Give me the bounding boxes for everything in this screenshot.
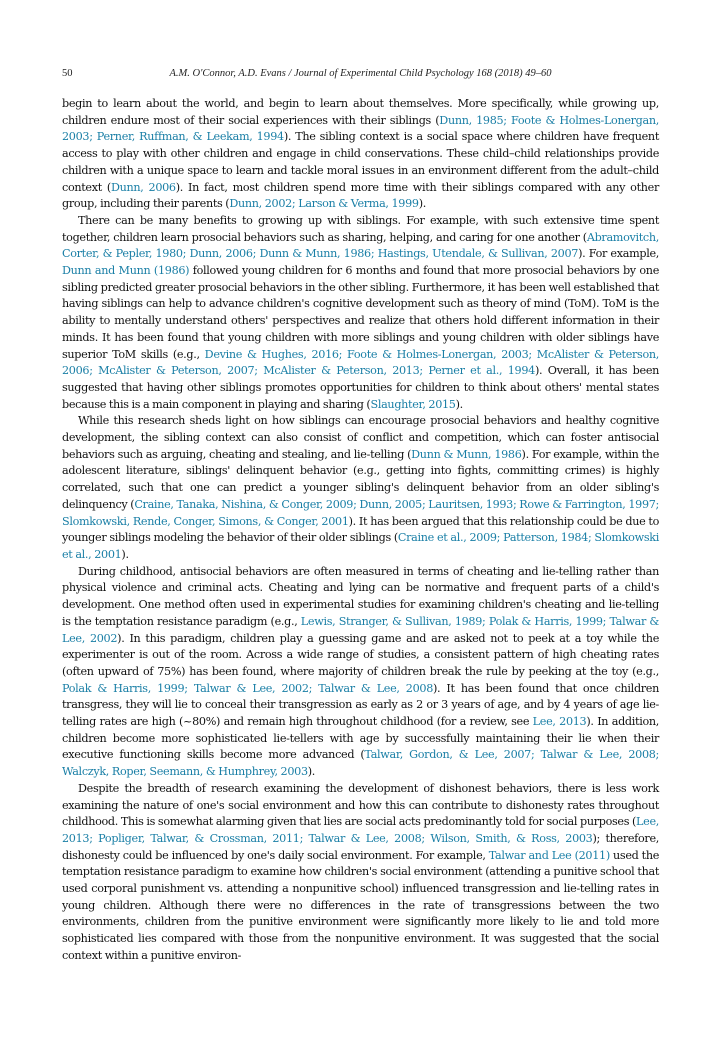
citation-link[interactable]: Lee, 2013 — [532, 715, 587, 729]
body-text: ). — [307, 765, 316, 779]
article-body — [62, 96, 659, 965]
citation-link[interactable]: Dunn & Munn, 1986 — [411, 447, 522, 461]
body-text: Despite the breadth of research examining the development of dishonest behaviors, there is less work examining the nature of one's social environment and how this can contribute to dishonesty rates throughout childhood. This is somewhat alarming given that lies are social acts predominantly told for social purposes ( — [62, 781, 659, 829]
page-number: 50 — [62, 68, 73, 79]
body-text: ). It has been argued that this relationship could be due to younger siblings modeling the behavior of their older siblings ( — [62, 514, 660, 545]
body-text: ). Overall, it has been suggested that having other siblings promotes opportunities for children to think about others' mental states because this is a main component in playing and sharing ( — [62, 364, 659, 411]
citation-link[interactable]: Talwar, Gordon, & Lee, 2007; Talwar & Lee, 2008; Walczyk, Roper, Seemann, & Humphrey, 2003 — [62, 748, 659, 779]
body-text: ); therefore, dishonesty could be influenced by one's daily social environment. For example, — [62, 831, 659, 862]
body-text: ). For example, — [578, 247, 659, 261]
body-text: ). — [121, 547, 129, 561]
citation-link[interactable]: Slaughter, 2015 — [370, 397, 456, 411]
running-head: A.M. O'Connor, A.D. Evans / Journal of Experimental Child Psychology 168 (2018) 49–60 — [169, 68, 552, 79]
body-text: ). In addition, children become more sophisticated lie-tellers with age by successfully maintaining their lie when their executive functioning skills become more advanced ( — [62, 715, 660, 762]
citation-link[interactable]: Craine, Tanaka, Nishina, & Conger, 2009; Dunn, 2005; Lauritsen, 1993; Rowe & Farrington, 1997; Slomkowski, Rende, Conger, Simons, & Conger, 2001 — [62, 497, 659, 528]
citation-link[interactable]: Talwar and Lee (2011) — [488, 848, 610, 862]
body-text: ). — [455, 397, 463, 411]
citation-link[interactable]: Dunn, 2006 — [110, 180, 176, 194]
body-paragraph — [62, 96, 659, 213]
body-text: ). It has been found that once children transgress, they will lie to conceal their transgression as early as 2 or 3 years of age, and by 4 years of age lie-telling rates are high (~80%) and remain high throughout childhood (for a review, see — [62, 681, 659, 729]
citation-link[interactable]: Dunn, 1985; Foote & Holmes-Lonergan, 2003; Perner, Ruffman, & Leekam, 1994 — [62, 113, 659, 144]
body-text: ). For example, within the adolescent literature, siblings' delinquent behavior (e.g., getting into fights, committing crimes) is highly correlated, such that one can predict a younger sibling's delinquent behavior from an older sibling's delinquency ( — [62, 447, 659, 511]
body-text: followed young children for 6 months and found that more prosocial behaviors by one sibling predicted greater prosocial behaviors in the other sibling. Furthermore, it has been well established that having siblings can help to advance children's cognitive development such as theory of mind (ToM). ToM is the ability to mentally understand others' perspectives and realize that others hold different information in their minds. It has been found that young children with more siblings and young children with older siblings have superior ToM skills (e.g., — [62, 264, 659, 361]
citation-link[interactable]: Craine et al., 2009; Patterson, 1984; Slomkowski et al., 2001 — [62, 531, 659, 561]
body-text: ). In fact, most children spend more time with their siblings compared with any other group, including their parents ( — [62, 180, 659, 211]
citation-link[interactable]: Dunn, 2002; Larson & Verma, 1999 — [229, 197, 419, 211]
body-paragraph — [62, 213, 659, 413]
citation-link[interactable]: Lewis, Stranger, & Sullivan, 1989; Polak & Harris, 1999; Talwar & Lee, 2002 — [62, 614, 659, 645]
body-text: While this research sheds light on how siblings can encourage prosocial behaviors and healthy cognitive development, the sibling context can also consist of conflict and competition, which can foster antisocial behaviors such as arguing, cheating and stealing, and lie-telling ( — [62, 414, 659, 461]
body-paragraph — [62, 781, 659, 965]
body-paragraph — [62, 564, 659, 781]
body-text: ). — [418, 197, 426, 211]
body-text: used the temptation resistance paradigm to examine how children's social environment (attending a punitive school that used corporal punishment vs. attending a nonpunitive school) influenced transgression and lie-telling rates in young children. Although there were no differences in the rate of transgressions between the two environments, children from the punitive environment were significantly more likely to lie and told more sophisticated lies compared with those from the nonpunitive environment. It was suggested that the social context within a punitive environ- — [62, 848, 660, 962]
body-text: ). In this paradigm, children play a guessing game and are asked not to peek at a toy while the experimenter is out of the room. Across a wide range of studies, a consistent pattern of high cheating rates (often upward of 75%) has been found, where majority of children break the rule by peeking at the toy (e.g., — [62, 631, 659, 678]
citation-link[interactable]: Dunn and Munn (1986) — [62, 264, 190, 278]
citation-link[interactable]: Devine & Hughes, 2016; Foote & Holmes-Lonergan, 2003; McAlister & Peterson, 2006; McAlister & Peterson, 2007; McAlister & Peterson, 2013; Perner et al., 1994 — [62, 347, 659, 378]
body-text: ). The sibling context is a social space where children have frequent access to play with other children and engage in child conservations. These child–child relationships provide children with a unique space to learn and tackle moral issues in an environment different from the adult–child context ( — [62, 130, 659, 194]
citation-link[interactable]: Lee, 2013; Popliger, Talwar, & Crossman, 2011; Talwar & Lee, 2008; Wilson, Smith, & Ross, 2003 — [62, 815, 659, 845]
body-paragraph — [62, 413, 659, 563]
body-text: begin to learn about the world, and begin to learn about themselves. More specifically, while growing up, children endure most of their social experiences with their siblings ( — [62, 97, 659, 127]
citation-link[interactable]: Polak & Harris, 1999; Talwar & Lee, 2002; Talwar & Lee, 2008 — [62, 681, 433, 695]
citation-link[interactable]: Abramovitch, Corter, & Pepler, 1980; Dunn, 2006; Dunn & Munn, 1986; Hastings, Utendale, & Sullivan, 2007 — [62, 230, 659, 261]
body-text: There can be many benefits to growing up with siblings. For example, with such extensive time spent together, children learn prosocial behaviors such as sharing, helping, and caring for one another ( — [62, 213, 659, 244]
body-text: During childhood, antisocial behaviors are often measured in terms of cheating and lie-telling rather than physical violence and criminal acts. Cheating and lying can be normative and frequent parts of a child's development. One method often used in experimental studies for examining children's cheating and lie-telling is the temptation resistance paradigm (e.g., — [62, 564, 659, 628]
